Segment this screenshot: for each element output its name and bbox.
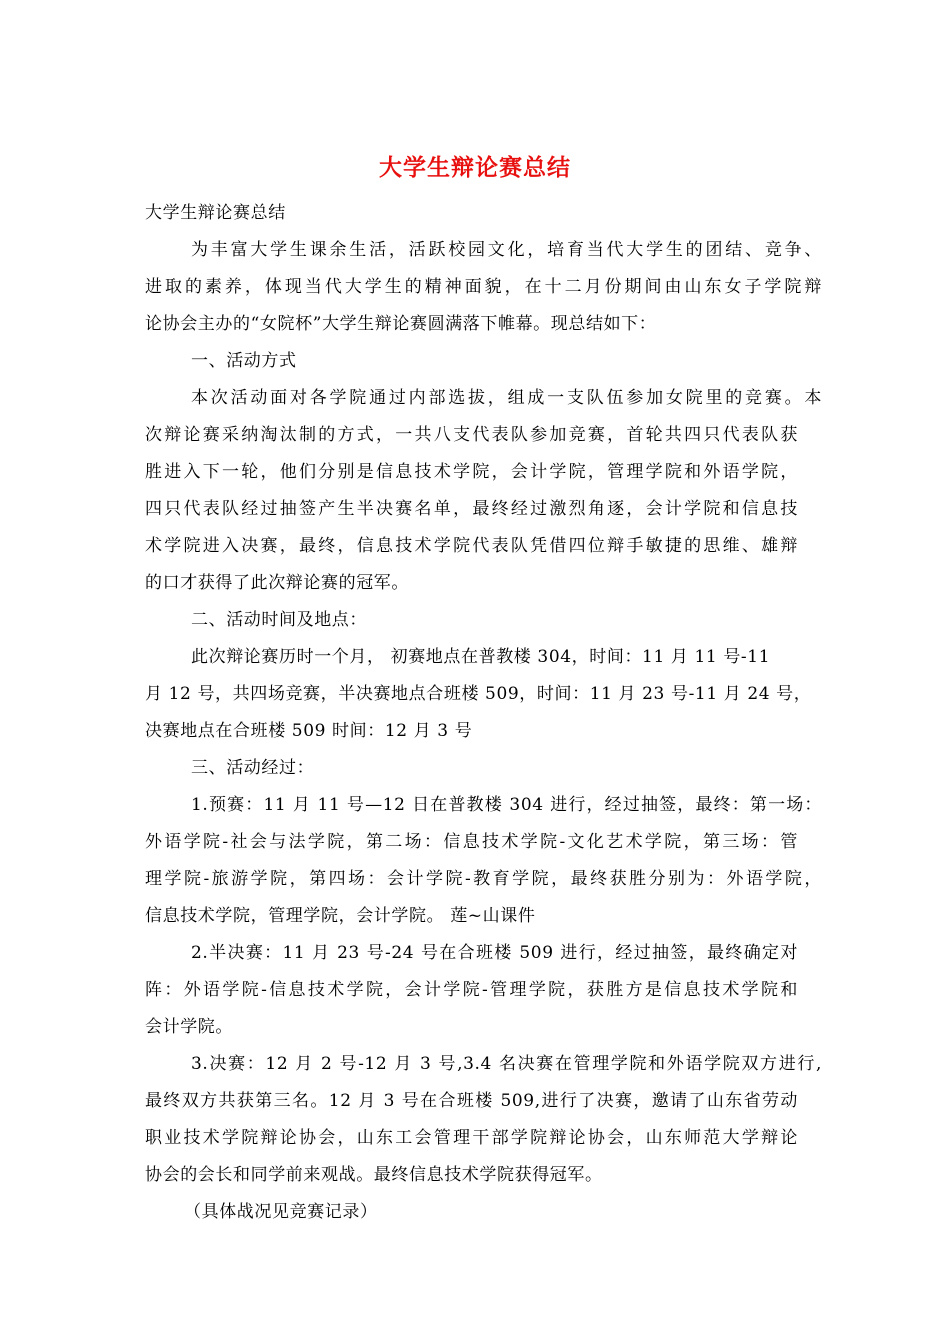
section3-heading: 三、活动经过： xyxy=(191,758,315,778)
section1-line-6: 的口才获得了此次辩论赛的冠军。 xyxy=(145,573,409,593)
intro-line-2: 进取的素养，体现当代大学生的精神面貌，在十二月份期间由山东女子学院辩 xyxy=(145,277,822,297)
document-title: 大学生辩论赛总结 xyxy=(379,154,571,181)
section1-line-3: 胜进入下一轮，他们分别是信息技术学院，会计学院，管理学院和外语学院， xyxy=(145,462,798,482)
item1-line-4: 信息技术学院，管理学院，会计学院。 莲~山课件 xyxy=(145,906,536,926)
item2-line-3: 会计学院。 xyxy=(145,1017,233,1037)
section1-line-4: 四只代表队经过抽签产生半决赛名单，最终经过激烈角逐，会计学院和信息技 xyxy=(145,499,798,519)
intro-line-3: 论协会主办的“女院杯”大学生辩论赛圆满落下帷幕。现总结如下： xyxy=(145,314,657,334)
item3-line-4: 协会的会长和同学前来观战。最终信息技术学院获得冠军。 xyxy=(145,1165,603,1185)
section2-heading: 二、活动时间及地点： xyxy=(191,610,367,630)
item3-line-1: 3.决赛：12 月 2 号-12 月 3 号,3.4 名决赛在管理学院和外语学院双方进行, xyxy=(191,1054,822,1074)
section2-line-2: 月 12 号，共四场竞赛，半决赛地点合班楼 509，时间：11 月 23 号-11 月 24 号， xyxy=(145,684,812,704)
section2-line-3: 决赛地点在合班楼 509 时间：12 月 3 号 xyxy=(145,721,473,741)
section1-line-2: 次辩论赛采纳淘汰制的方式，一共八支代表队参加竞赛，首轮共四只代表队获 xyxy=(145,425,798,445)
item1-line-1: 1.预赛：11 月 11 号—12 日在普教楼 304 进行，经过抽签，最终：第一场： xyxy=(191,795,822,815)
item2-line-1: 2.半决赛：11 月 23 号-24 号在合班楼 509 进行，经过抽签，最终确定对 xyxy=(191,943,798,963)
item1-line-3: 理学院-旅游学院，第四场：会计学院-教育学院，最终获胜分别为：外语学院， xyxy=(145,869,822,889)
section2-line-1: 此次辩论赛历时一个月， 初赛地点在普教楼 304，时间：11 月 11 号-11 xyxy=(191,647,771,667)
section1-heading: 一、活动方式 xyxy=(191,351,297,371)
intro-line-1: 为丰富大学生课余生活，活跃校园文化，培育当代大学生的团结、竞争、 xyxy=(191,240,822,260)
note: （具体战况见竞赛记录） xyxy=(184,1202,378,1222)
subtitle: 大学生辩论赛总结 xyxy=(145,203,286,223)
item3-line-2: 最终双方共获第三名。12 月 3 号在合班楼 509,进行了决赛，邀请了山东省劳动 xyxy=(145,1091,798,1111)
item3-line-3: 职业技术学院辩论协会，山东工会管理干部学院辩论协会，山东师范大学辩论 xyxy=(145,1128,798,1148)
item1-line-2: 外语学院-社会与法学院，第二场：信息技术学院-文化艺术学院，第三场：管 xyxy=(145,832,798,852)
section1-line-1: 本次活动面对各学院通过内部选拔，组成一支队伍参加女院里的竞赛。本 xyxy=(191,388,822,408)
item2-line-2: 阵：外语学院-信息技术学院，会计学院-管理学院，获胜方是信息技术学院和 xyxy=(145,980,798,1000)
section1-line-5: 术学院进入决赛，最终，信息技术学院代表队凭借四位辩手敏捷的思维、雄辩 xyxy=(145,536,798,556)
